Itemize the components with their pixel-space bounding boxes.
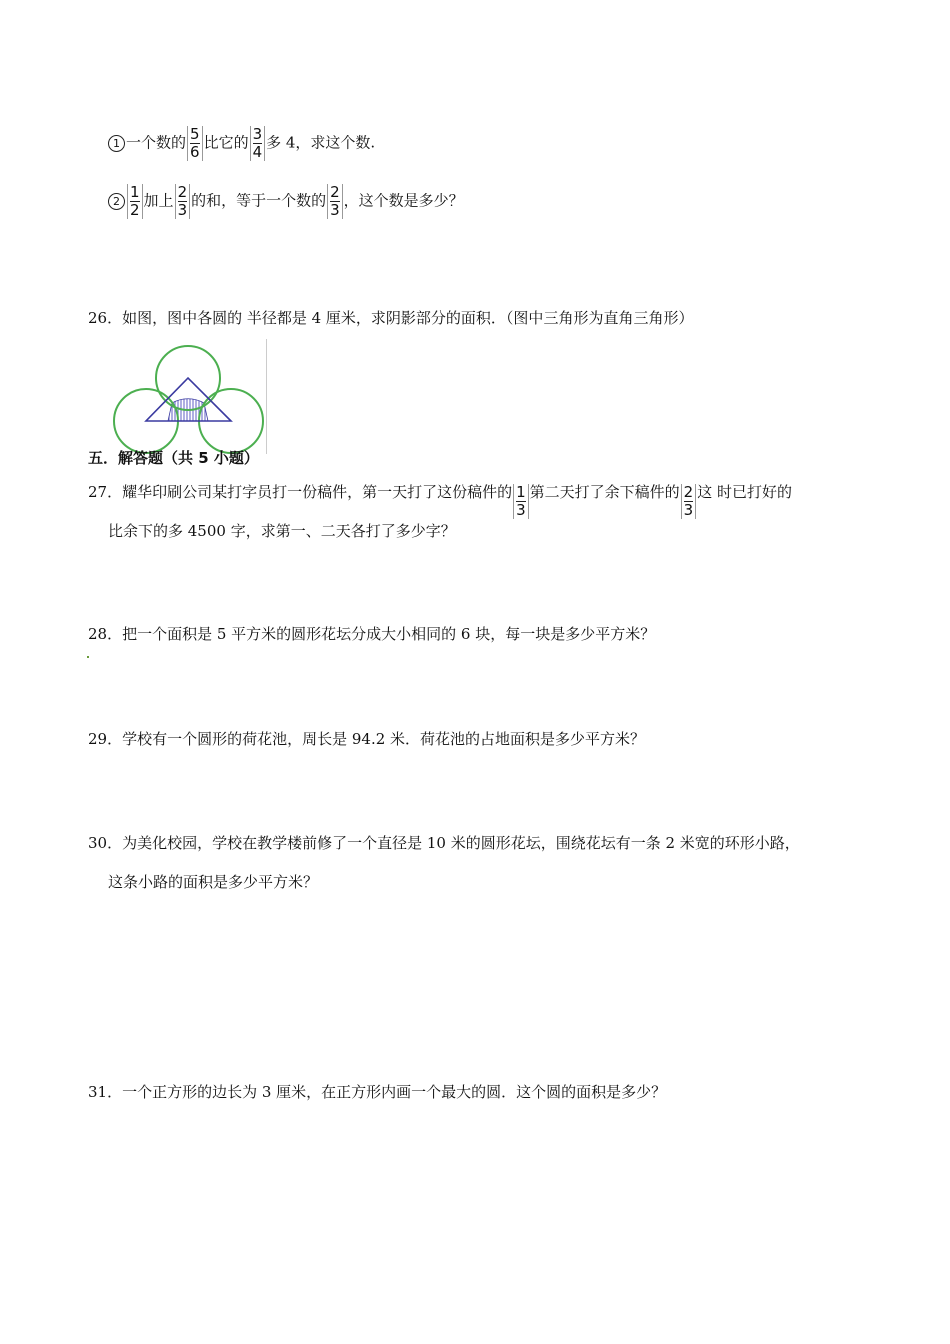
q25-sub2 [108,184,464,219]
fraction-numerator: 1 [130,183,140,201]
q30-line1: 30．为美化校园，学校在教学楼前修了一个直径是 10 米的圆形花坛，围绕花坛有一条 2 米宽的环形小路， [88,834,800,852]
fraction-numerator: 2 [683,483,694,501]
q26-text: 26．如图，图中各圆的 半径都是 4 厘米，求阴影部分的面积．（图中三角形为直角三角形） [88,309,694,327]
q30-line2: 这条小路的面积是多少平方米？ [108,873,319,891]
fraction-denominator: 3 [330,201,340,219]
q29-text: 29．学校有一个圆形的荷花池，周长是 94.2 米．荷花池的占地面积是多少平方米？ [88,730,646,748]
q31-text: 31．一个正方形的边长为 3 厘米，在正方形内画一个最大的圆．这个圆的面积是多少？ [88,1083,667,1101]
q27-line1 [88,482,792,519]
fraction-numerator: 3 [252,125,263,143]
fraction-1-2 [127,184,143,219]
fraction-numerator: 2 [177,183,188,201]
q27-text2: 第二天打了余下稿件的 [529,483,680,501]
q28-text: 28．把一个面积是 5 平方米的圆形花坛分成大小相同的 6 块，每一块是多少平方米？ [88,625,656,643]
fraction-numerator: 2 [330,183,340,201]
section-heading: 五．解答题（共 5 小题） [88,449,259,467]
fraction-1-3 [513,484,529,519]
fraction-denominator: 6 [190,143,200,161]
fraction-denominator: 2 [130,201,140,219]
fraction-2-3-c [681,484,697,519]
fraction-3-4 [250,126,266,161]
fraction-5-6 [187,126,203,161]
fraction-denominator: 4 [252,143,263,161]
fraction-numerator: 5 [190,125,200,143]
stray-dot [87,656,89,658]
fraction-2-3-b [327,184,343,219]
fraction-denominator: 3 [516,501,526,519]
q27-text1: 27．耀华印刷公司某打字员打一份稿件，第一天打了这份稿件的 [88,483,513,501]
circles-triangle-figure [108,339,267,454]
figure-svg [108,339,266,454]
circled-number-1: 1 [108,135,125,152]
q25-sub1-text2: 比它的 [203,133,249,152]
fraction-numerator: 1 [516,483,526,501]
q25-sub1 [108,126,375,161]
q27-line2: 比余下的多 4500 字，求第一、二天各打了多少字？ [108,522,456,540]
fraction-2-3 [175,184,191,219]
circled-number-2: 2 [108,193,125,210]
fraction-denominator: 3 [177,201,188,219]
q27-text3: 这 时已打好的 [697,483,792,501]
fraction-denominator: 3 [683,501,694,519]
q25-sub2-text1: 加上 [143,191,174,210]
q25-sub2-text2: 的和，等于一个数的 [191,191,327,210]
q25-sub1-text3: 多 4，求这个数. [266,133,376,152]
q25-sub1-text1: 一个数的 [126,133,187,152]
q25-sub2-text3: ，这个数是多少？ [343,191,464,210]
